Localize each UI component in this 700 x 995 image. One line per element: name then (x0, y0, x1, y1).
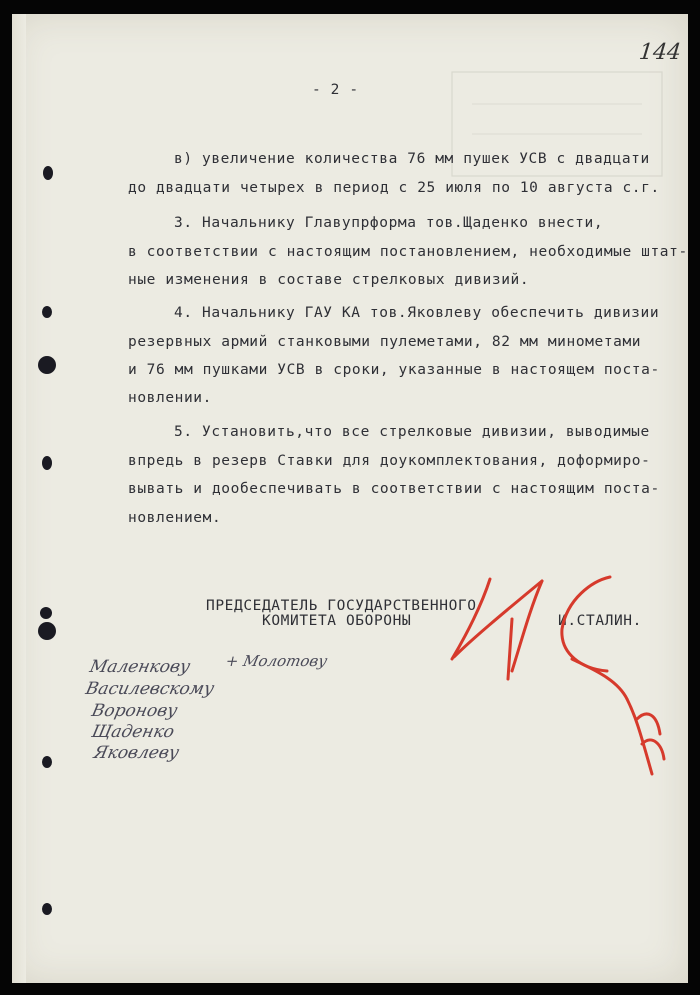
handwritten-recipient: Василевскому (83, 679, 216, 699)
body-line: до двадцати четырех в период с 25 июля по 10 августа с.г. (128, 180, 660, 196)
binding-hole (43, 166, 53, 180)
binding-hole (40, 607, 52, 619)
body-line: резервных армий станковыми пулеметами, 82 мм минометами (128, 334, 642, 350)
binding-hole (38, 356, 56, 374)
binding-hole (42, 306, 52, 318)
red-pencil-signature (442, 559, 682, 799)
page-marker: - 2 - (312, 82, 359, 98)
body-line: 4. Начальнику ГАУ КА тов.Яковлеву обеспечить дивизии (174, 305, 660, 321)
binding-hole (42, 756, 52, 768)
body-line: и 76 мм пушками УСВ в сроки, указанные в настоящем поста- (128, 362, 660, 378)
body-line: 5. Установить,что все стрелковые дивизии, выводимые (174, 424, 650, 440)
body-line: в соответствии с настоящим постановлением, необходимые штат- (128, 244, 688, 260)
body-line: ные изменения в составе стрелковых дивизий. (128, 272, 530, 288)
body-line: новлением. (128, 510, 222, 526)
binding-hole (38, 622, 56, 640)
handwritten-recipient: Щаденко (89, 722, 177, 742)
binding-hole (42, 903, 52, 915)
signature-title-line2: КОМИТЕТА ОБОРОНЫ (262, 613, 412, 629)
handwritten-recipient: Воронову (89, 701, 180, 721)
signature-title-line1: ПРЕДСЕДАТЕЛЬ ГОСУДАРСТВЕННОГО (206, 598, 477, 614)
body-line: впредь в резерв Ставки для доукомплектования, доформиро- (128, 453, 651, 469)
page-edge (12, 14, 26, 983)
body-line: вывать и дообеспечивать в соответствии с настоящим поста- (128, 481, 660, 497)
document-page (12, 14, 688, 983)
binding-hole (42, 456, 52, 470)
signatory-name: И.СТАЛИН. (558, 613, 642, 629)
body-line: 3. Начальнику Главупрформа тов.Щаденко внести, (174, 215, 604, 231)
handwritten-recipient: Маленкову (87, 657, 192, 677)
handwritten-recipient: Яковлеву (91, 743, 181, 763)
body-line: в) увеличение количества 76 мм пушек УСВ с двадцати (174, 151, 650, 167)
body-line: новлении. (128, 390, 212, 406)
handwritten-addition: + Молотову (224, 652, 329, 670)
handwritten-page-number: 144 (637, 40, 683, 65)
